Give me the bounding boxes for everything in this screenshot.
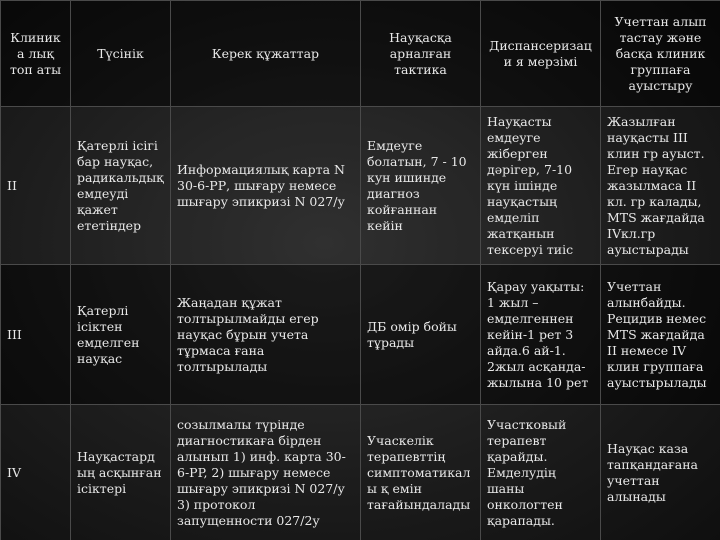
- tactics-cell: Емдеуге болатын, 7 - 10 кун ишинде диагноз койғаннан кейін: [361, 107, 481, 265]
- header-row: [1, 1, 720, 107]
- description-cell: Науқастардың асқынған ісіктері: [71, 405, 171, 540]
- dispensary-cell: Науқасты емдеуге жіберген дәрігер, 7-10 күн ішінде науқастың емделіп жатқанын тексеруі тиіс: [481, 107, 601, 265]
- dispensary-cell: Участковый терапевт қарайды. Емделудің шаны онкологтен қарапады.: [481, 405, 601, 540]
- table-row: [1, 107, 720, 265]
- header-dispensary: Диспансеризаци я мерзімі: [481, 1, 601, 107]
- documents-cell: созылмалы түрінде диагностикаға бірден алынып 1) инф. карта 30-6-PP, 2) шығару немесе шығару эпикризі N 027/у 3) протокол запущенности 027/2у: [171, 405, 361, 540]
- dispensary-cell: Қарау уақыты: 1 жыл – емделгеннен кейін-1 рет 3 айда.6 ай-1. 2жыл асқанда-жылына 10 рет: [481, 265, 601, 405]
- deregistration-cell: Учеттан алынбайды. Рецидив немес MTS жағдайда II немесе IV клин группаға ауыстырылады: [601, 265, 720, 405]
- documents-cell: Жаңадан құжат толтырылмайды егер науқас бұрын учета тұрмаса ғана толтырылады: [171, 265, 361, 405]
- table-row: [1, 265, 720, 405]
- header-clinical-group: Клиника лық топ аты: [1, 1, 71, 107]
- description-cell: Қатерлі ісіктен емделген науқас: [71, 265, 171, 405]
- tactics-cell: Учаскелік терапевттің симптоматикалы қ емін тағайындалады: [361, 405, 481, 540]
- group-cell: III: [1, 265, 71, 405]
- deregistration-cell: Жазылған науқасты III клин гр ауыст. Егер науқас жазылмаса II кл. гр калады, MTS жағдайда IVкл.гр ауыстырады: [601, 107, 720, 265]
- group-cell: IV: [1, 405, 71, 540]
- deregistration-cell: Науқас каза тапқандағана учеттан алынады: [601, 405, 720, 540]
- header-tactics: Науқасқа арналған тактика: [361, 1, 481, 107]
- description-cell: Қатерлі ісігі бар науқас, радикальдық емдеуді қажет ететіндер: [71, 107, 171, 265]
- header-description: Түсінік: [71, 1, 171, 107]
- tactics-cell: ДБ омір бойы тұрады: [361, 265, 481, 405]
- table-row: [1, 405, 720, 540]
- group-cell: II: [1, 107, 71, 265]
- documents-cell: Информациялық карта N 30-6-РР, шығару немесе шығару эпикризі N 027/у: [171, 107, 361, 265]
- header-documents: Керек құжаттар: [171, 1, 361, 107]
- header-deregistration: Учеттан алып тастау және басқа клиник группаға ауыстыру: [601, 1, 720, 107]
